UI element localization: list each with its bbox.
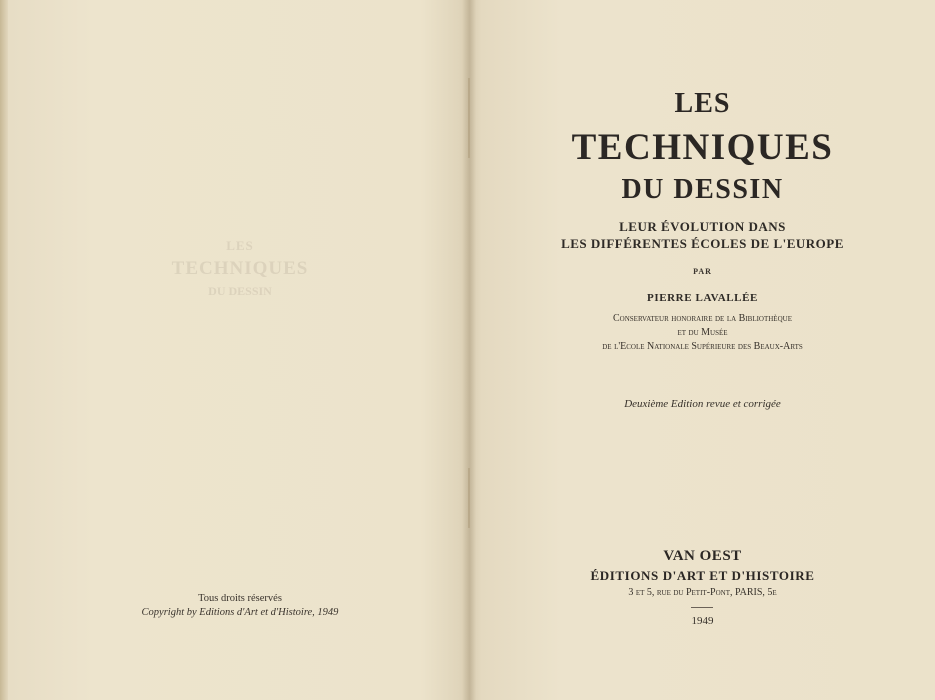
author-titles [470,312,935,354]
ghost-line: TECHNIQUES [171,258,309,279]
left-page [0,0,466,700]
title-page [470,0,935,700]
rights-reserved: Tous droits réservés [198,593,282,604]
subtitle-line-1: LEUR ÉVOLUTION DANS [619,219,786,234]
title-line-1: LES [674,88,731,119]
copyright-notice: Copyright by Editions d'Art et d'Histoire, 1949 [141,607,339,618]
publisher-name: VAN OEST [663,548,742,564]
author-title-line: de l'Ecole Nationale Supérieure des Beaux-Arts [602,341,803,352]
copyright-block [90,592,390,620]
edition-note: Deuxième Edition revue et corrigée [624,398,781,410]
publication-year: 1949 [691,615,714,627]
bleed-through-title [140,238,340,299]
title-line-2: TECHNIQUES [571,127,834,168]
title-line-3: DU DESSIN [621,174,784,205]
publisher-imprint: ÉDITIONS D'ART ET D'HISTOIRE [590,568,815,583]
ghost-line: LES [226,238,254,253]
ghost-line: DU DESSIN [208,284,272,298]
subtitle [470,218,935,252]
author-title-line: Conservateur honoraire de la Bibliothèque [613,313,792,324]
author-name: PIERRE LAVALLÉE [647,292,758,304]
publisher-address: 3 et 5, rue du Petit-Pont, PARIS, 5e [628,587,777,598]
divider [691,607,713,608]
subtitle-line-2: LES DIFFÉRENTES ÉCOLES DE L'EUROPE [561,236,844,251]
author-title-line: et du Musée [677,327,728,338]
by-label: PAR [693,267,712,276]
